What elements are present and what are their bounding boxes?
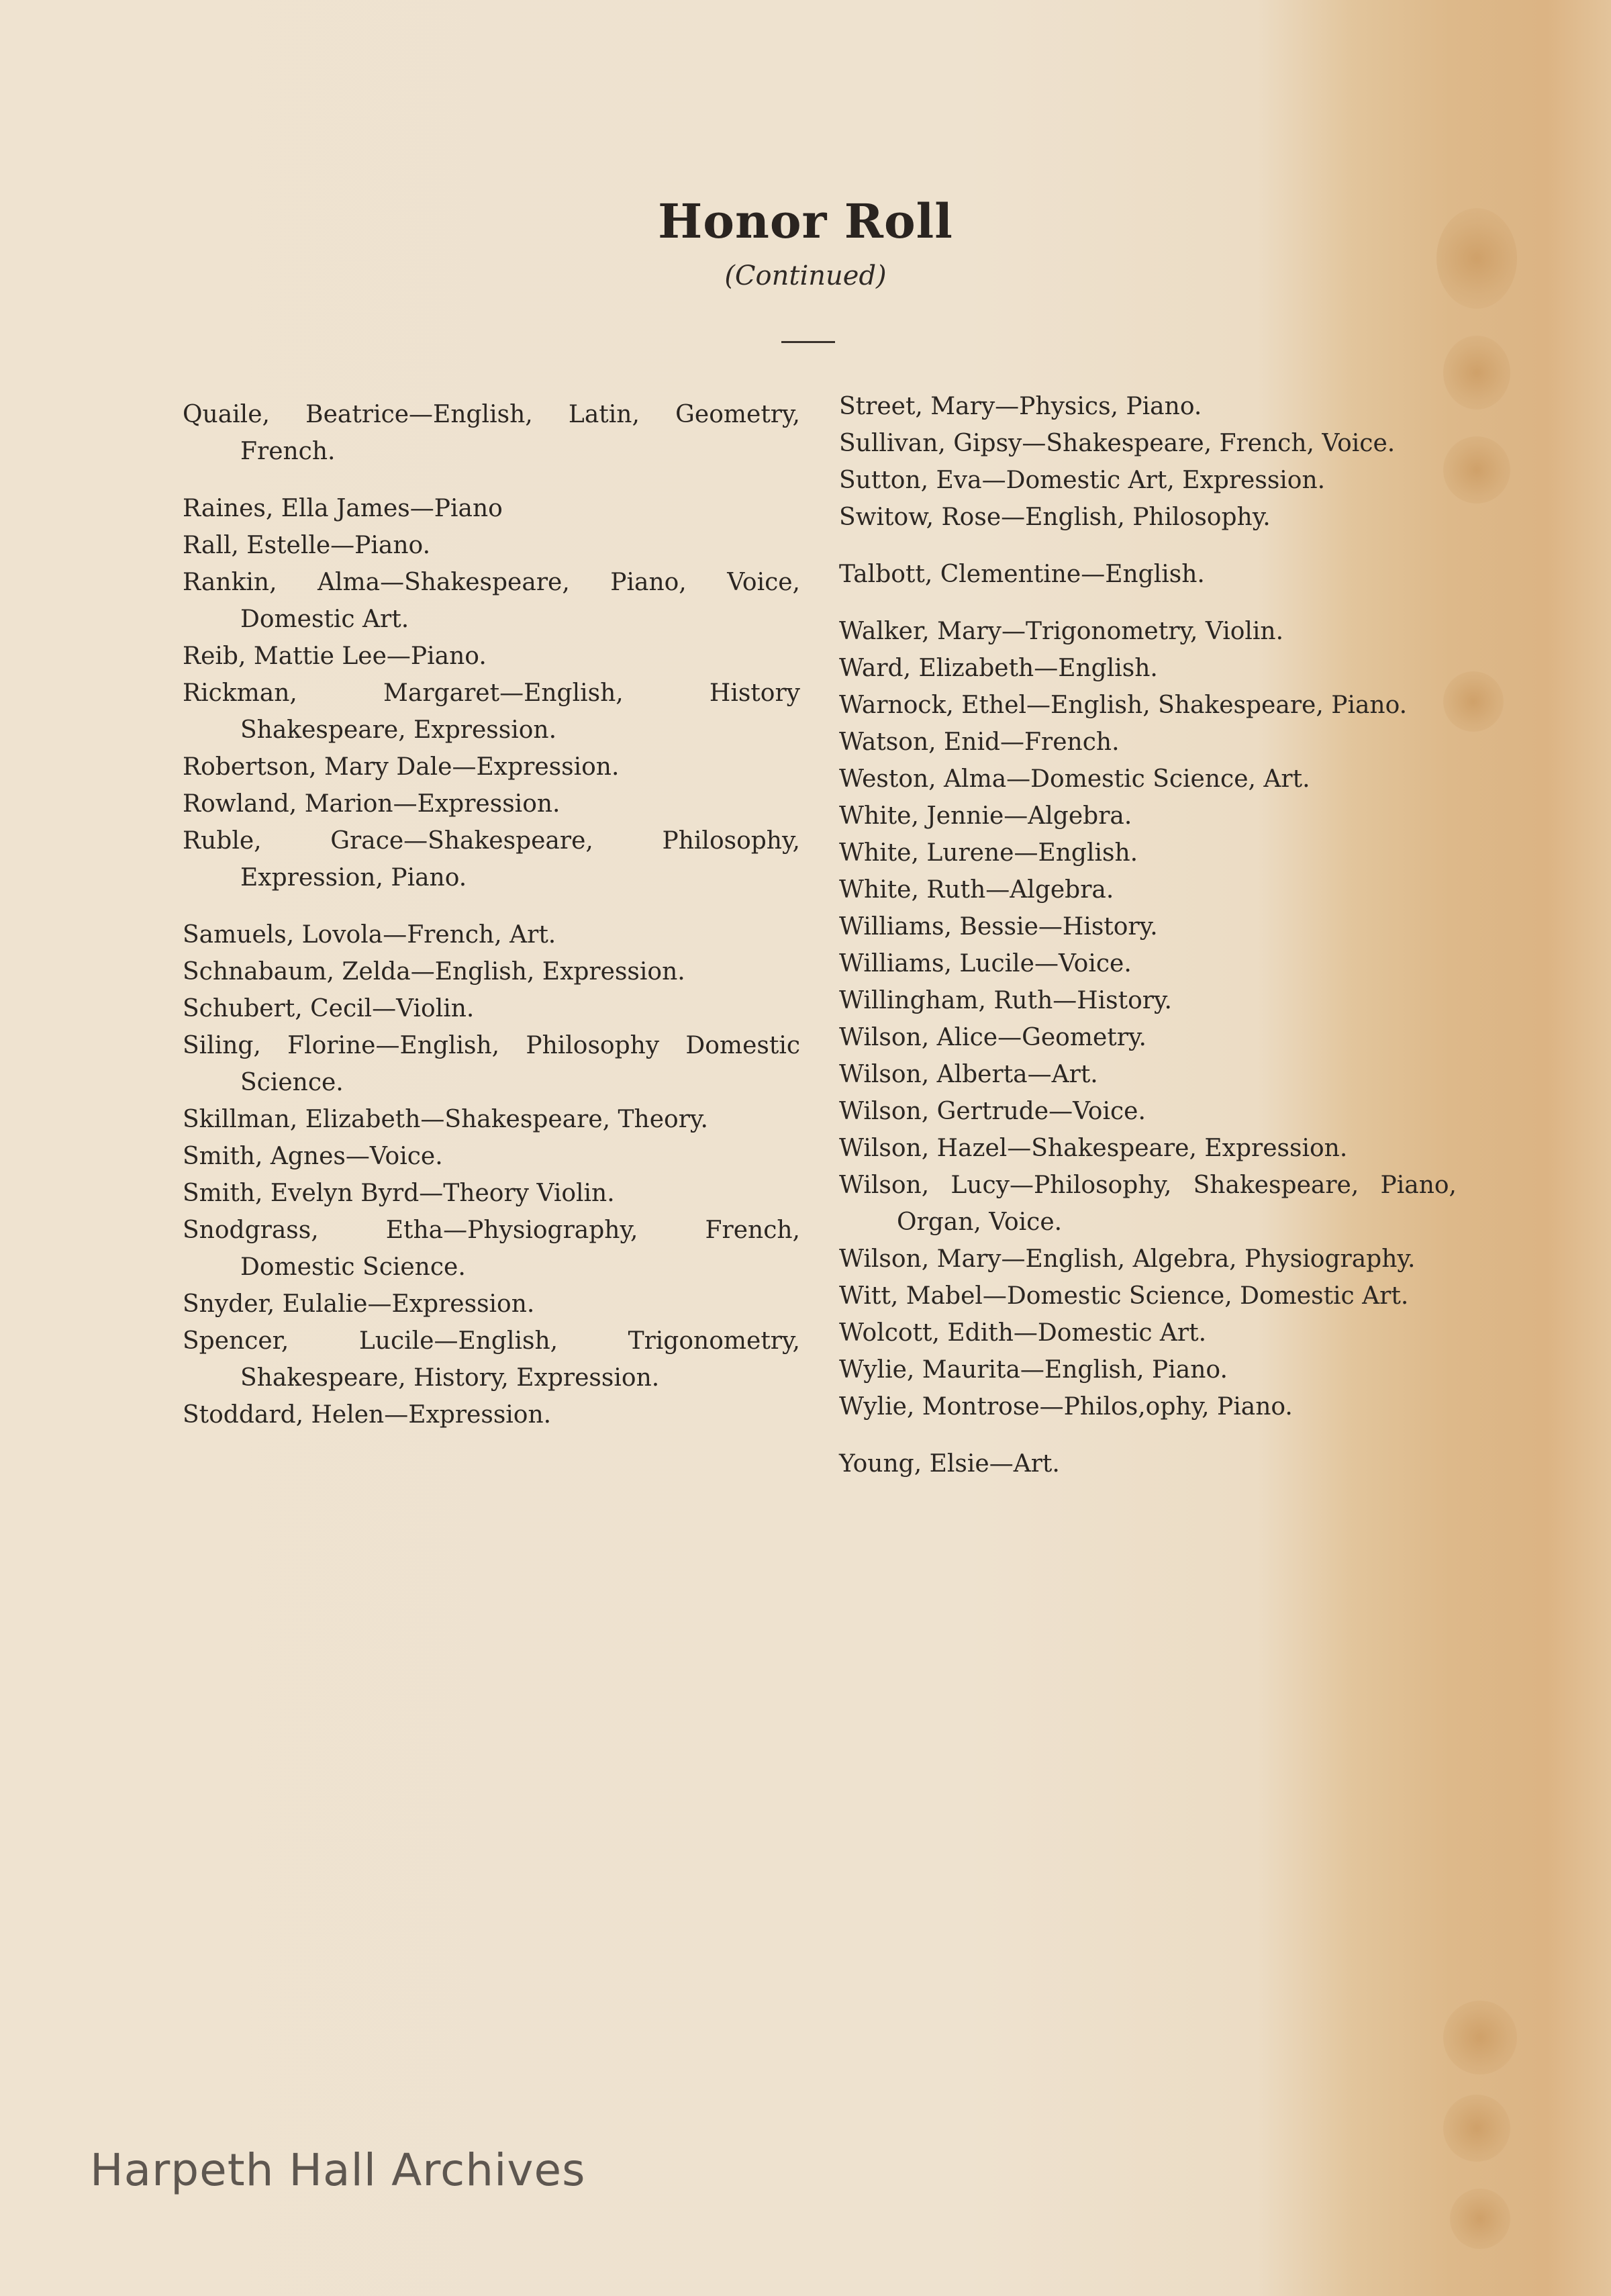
left-column [183,396,800,1433]
honor-roll-entry: Wilson, Mary—English, Algebra, Physiography. [839,1245,1416,1273]
honor-roll-entry: Wilson, Alice—Geometry. [839,1024,1146,1051]
water-stain [1443,2095,1510,2162]
honor-roll-entry: Street, Mary—Physics, Piano. [839,393,1202,420]
honor-roll-entry: Wilson, Alberta—Art. [839,1061,1098,1088]
honor-roll-entry: Talbott, Clementine—English. [839,561,1205,588]
honor-roll-entry: Spencer, Lucile—English, Trigonometry, Shakespeare, History, Expression. [183,1327,800,1392]
honor-roll-entry: Siling, Florine—English, Philosophy Domestic Science. [183,1032,800,1096]
honor-roll-entry: Skillman, Elizabeth—Shakespeare, Theory. [183,1106,708,1133]
honor-roll-entry: Schnabaum, Zelda—English, Expression. [183,958,685,986]
honor-roll-entry: Rowland, Marion—Expression. [183,790,560,818]
right-column [839,388,1457,1482]
honor-roll-entry: Robertson, Mary Dale—Expression. [183,753,620,781]
honor-roll-entry: Wilson, Lucy—Philosophy, Shakespeare, Piano, Organ, Voice. [839,1171,1457,1236]
honor-roll-entry: Schubert, Cecil—Violin. [183,995,475,1022]
honor-roll-entry: Warnock, Ethel—English, Shakespeare, Piano. [839,691,1408,719]
honor-roll-entry: Williams, Bessie—History. [839,913,1158,941]
honor-roll-entry: Sullivan, Gipsy—Shakespeare, French, Voice. [839,430,1396,457]
honor-roll-entry: Watson, Enid—French. [839,728,1120,756]
honor-roll-entry: Williams, Lucile—Voice. [839,950,1132,977]
honor-roll-entry: Witt, Mabel—Domestic Science, Domestic Art. [839,1282,1409,1310]
honor-roll-entry: Snodgrass, Etha—Physiography, French, Domestic Science. [183,1216,800,1281]
honor-roll-entry: Wylie, Montrose—Philos,ophy, Piano. [839,1393,1293,1421]
honor-roll-entry: Stoddard, Helen—Expression. [183,1401,552,1429]
honor-roll-entry: Ward, Elizabeth—English. [839,655,1158,682]
honor-roll-entry: Sutton, Eva—Domestic Art, Expression. [839,467,1326,494]
honor-roll-entry: Wilson, Hazel—Shakespeare, Expression. [839,1135,1348,1162]
honor-roll-entry: Reib, Mattie Lee—Piano. [183,642,487,670]
honor-roll-entry: White, Ruth—Algebra. [839,876,1114,904]
honor-roll-entry: Rickman, Margaret—English, History Shakespeare, Expression. [183,679,800,744]
honor-roll-entry: Samuels, Lovola—French, Art. [183,921,556,949]
page-title: Honor Roll [658,193,953,249]
honor-roll-entry: White, Lurene—English. [839,839,1138,867]
honor-roll-entry: Wylie, Maurita—English, Piano. [839,1356,1228,1384]
honor-roll-entry: Walker, Mary—Trigonometry, Violin. [839,618,1284,645]
honor-roll-entry: Snyder, Eulalie—Expression. [183,1290,535,1318]
honor-roll-entry: Willingham, Ruth—History. [839,987,1173,1014]
honor-roll-entry: Weston, Alma—Domestic Science, Art. [839,765,1310,793]
page-subtitle: (Continued) [724,260,887,291]
honor-roll-entry: Ruble, Grace—Shakespeare, Philosophy, Expression, Piano. [183,827,800,892]
honor-roll-entry: Smith, Agnes—Voice. [183,1143,443,1170]
archive-watermark: Harpeth Hall Archives [90,2144,586,2196]
title-divider [781,341,835,343]
honor-roll-entry: Rankin, Alma—Shakespeare, Piano, Voice, Domestic Art. [183,569,800,633]
water-stain [1443,2001,1517,2074]
honor-roll-entry: Wolcott, Edith—Domestic Art. [839,1319,1207,1347]
honor-roll-entry: Quaile, Beatrice—English, Latin, Geometry, French. [183,401,800,465]
honor-roll-entry: White, Jennie—Algebra. [839,802,1132,830]
honor-roll-entry: Switow, Rose—English, Philosophy. [839,504,1271,531]
honor-roll-entry: Smith, Evelyn Byrd—Theory Violin. [183,1180,615,1207]
honor-roll-entry: Raines, Ella James—Piano [183,495,503,522]
honor-roll-entry: Wilson, Gertrude—Voice. [839,1098,1146,1125]
honor-roll-entry: Young, Elsie—Art. [839,1450,1060,1478]
honor-roll-entry: Rall, Estelle—Piano. [183,532,431,559]
water-stain [1450,2189,1510,2249]
